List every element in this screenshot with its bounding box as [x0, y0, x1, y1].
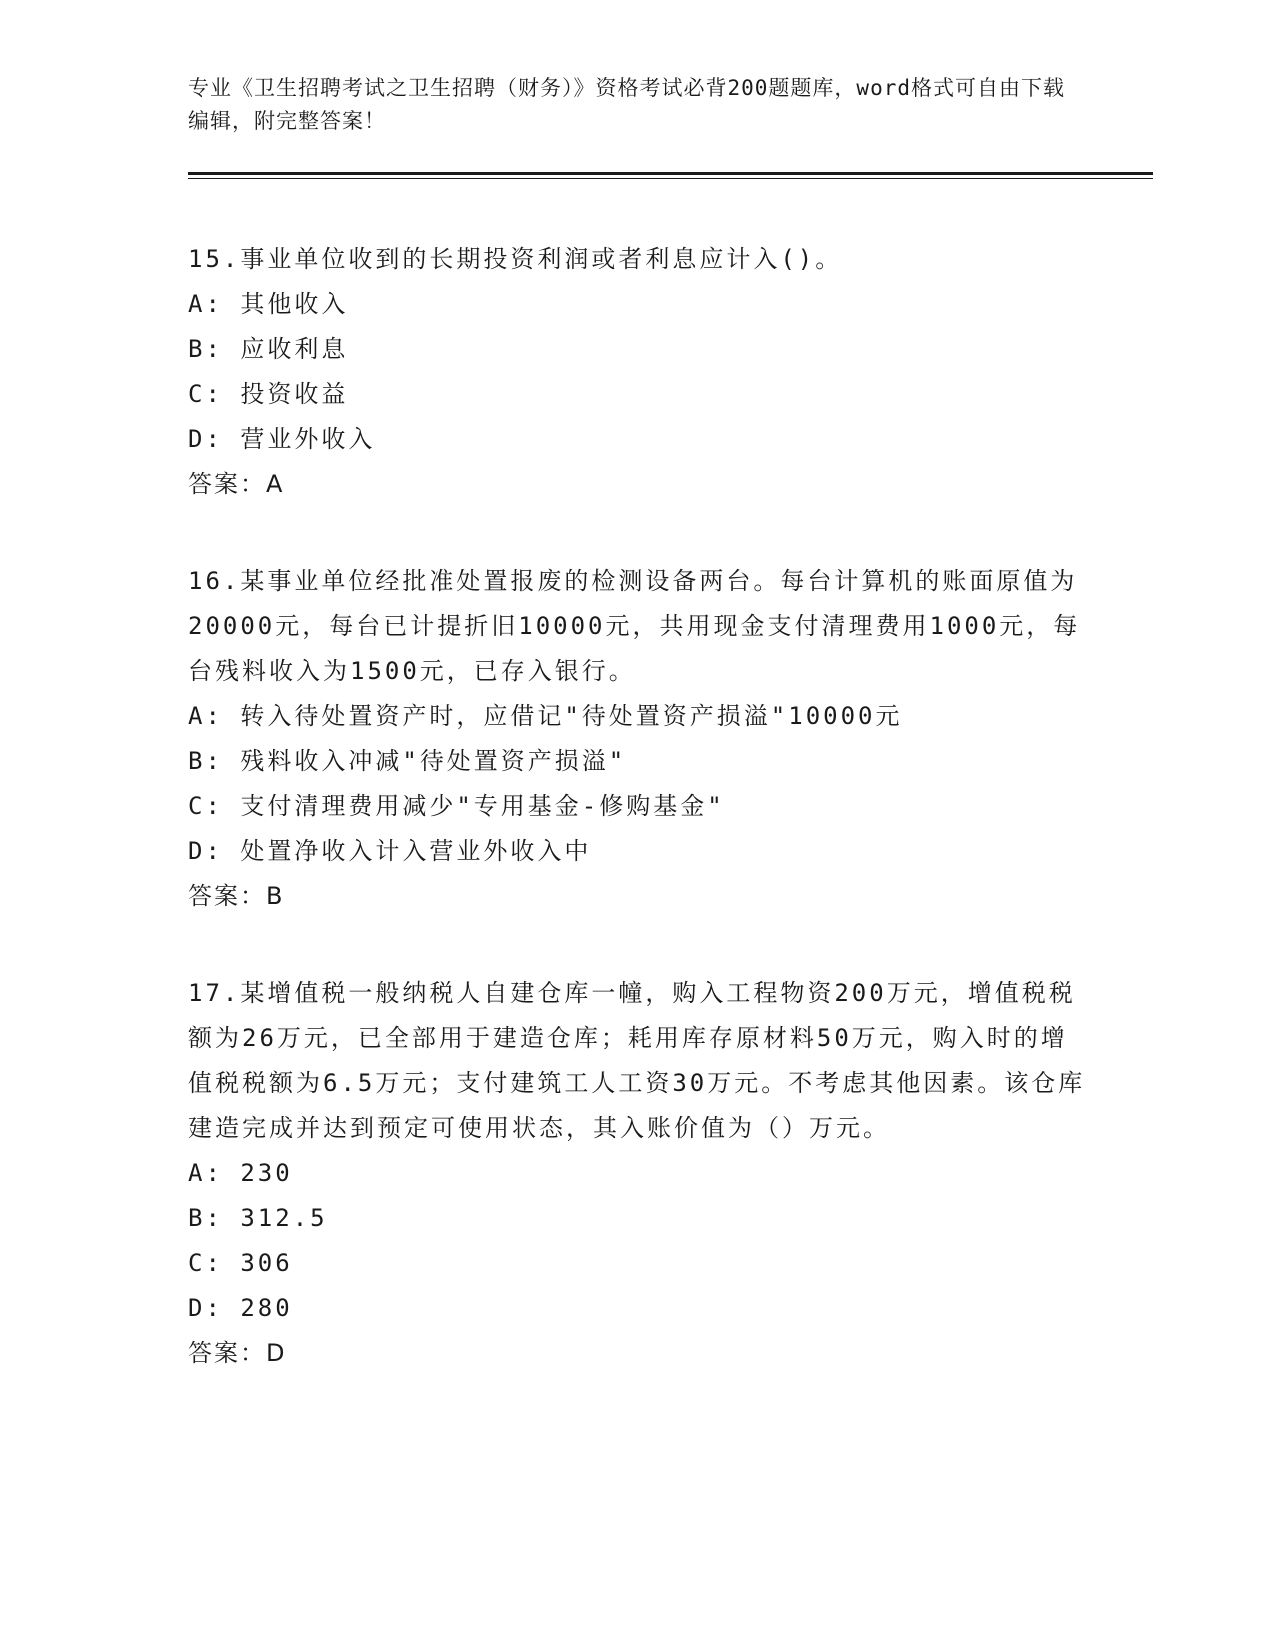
option-d: D: 280 — [188, 1294, 293, 1322]
option-d: D: 处置净收入计入营业外收入中 — [188, 837, 592, 865]
question-stem: 15.事业单位收到的长期投资利润或者利息应计入()。 — [188, 245, 843, 273]
question-17 — [188, 971, 1148, 1376]
document-page — [188, 72, 1148, 1428]
question-15 — [188, 237, 1148, 507]
option-c: C: 306 — [188, 1249, 293, 1277]
header-divider — [188, 172, 1153, 179]
answer-line: 答案：A — [188, 470, 285, 498]
option-a: A: 转入待处置资产时，应借记"待处置资产损溢"10000元 — [188, 702, 903, 730]
question-16 — [188, 559, 1148, 919]
answer-line: 答案：D — [188, 1339, 287, 1367]
question-stem: 16.某事业单位经批准处置报废的检测设备两台。每台计算机的账面原值为20000元，每台已计提折旧10000元，共用现金支付清理费用1000元，每台残料收入为1500元，已存入银行。 — [188, 567, 1081, 685]
option-b: B: 残料收入冲减"待处置资产损溢" — [188, 747, 627, 775]
option-b: B: 312.5 — [188, 1204, 328, 1232]
question-list — [188, 237, 1148, 1376]
document-header: 专业《卫生招聘考试之卫生招聘（财务）》资格考试必背200题题库，word格式可自由下载编辑，附完整答案！ — [188, 76, 1065, 133]
option-c: C: 投资收益 — [188, 380, 349, 408]
question-stem: 17.某增值税一般纳税人自建仓库一幢，购入工程物资200万元，增值税税额为26万元，已全部用于建造仓库；耗用库存原材料50万元，购入时的增值税税额为6.5万元；支付建筑工人工资30万元。不考虑其他因素。该仓库建造完成并达到预定可使用状态，其入账价值为（）万元。 — [188, 979, 1086, 1142]
answer-line: 答案：B — [188, 882, 285, 910]
option-d: D: 营业外收入 — [188, 425, 376, 453]
option-a: A: 230 — [188, 1159, 293, 1187]
option-c: C: 支付清理费用减少"专用基金-修购基金" — [188, 792, 725, 820]
option-b: B: 应收利息 — [188, 335, 349, 363]
option-a: A: 其他收入 — [188, 290, 349, 318]
